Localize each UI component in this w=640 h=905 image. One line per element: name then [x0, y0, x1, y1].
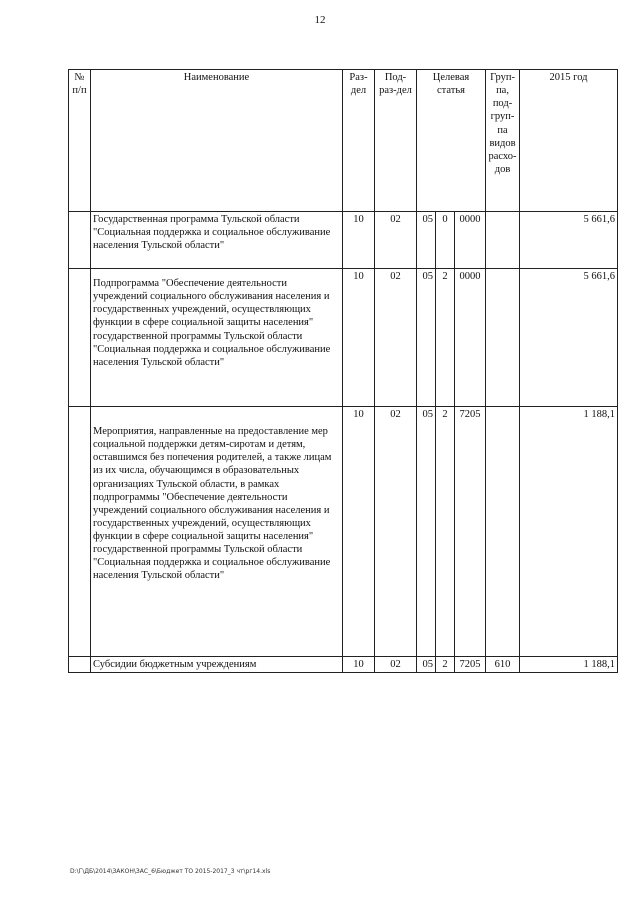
cell-name: Государственная программа Тульской области "Социальная поддержка и социальное обслуживание населения Тульской области": [91, 212, 343, 269]
cell-subsection: 02: [375, 657, 417, 673]
cell-name: Мероприятия, направленные на предоставление мер социальной поддержки детям-сиротам и детям, оставшимся без попечения родителей, а также лицам из их числа, обучающимся в образовательных организациях Тульской области, в рамках подпрограммы "Обеспечение деятельности учреждений социального обслуживания населения и государственных учреждений, осуществляющих функции в сфере социальной защиты населения" государственной программы Тульской области "Социальная поддержка и социальное обслуживание населения Тульской области": [91, 407, 343, 657]
cell-num: [69, 269, 91, 407]
page-number: 12: [314, 14, 326, 26]
cell-group: [486, 407, 520, 657]
cell-section: 10: [343, 269, 375, 407]
table-row: [69, 269, 618, 407]
cell-group: [486, 212, 520, 269]
cell-target-part2: 2: [436, 657, 455, 673]
table-header-row: [69, 70, 618, 212]
cell-target-part2: 2: [436, 407, 455, 657]
cell-target-part1: 05: [417, 657, 436, 673]
cell-group: [486, 269, 520, 407]
header-subsection: Под-раз-дел: [375, 70, 417, 212]
cell-amount: 1 188,1: [520, 657, 618, 673]
header-target-article: Целевая статья: [417, 70, 486, 212]
cell-section: 10: [343, 657, 375, 673]
budget-table: [68, 69, 618, 673]
cell-amount: 1 188,1: [520, 407, 618, 657]
cell-target-part3: 0000: [455, 212, 486, 269]
footer-file-path: D:\Г\ДБ\2014\ЗАКОН\ЗАС_6\Бюджет ТО 2015-2017_3 чт\рг14.xls: [70, 868, 271, 875]
header-num: № п/п: [69, 70, 91, 212]
cell-num: [69, 212, 91, 269]
cell-name: Подпрограмма "Обеспечение деятельности учреждений социального обслуживания населения и государственных учреждений, осуществляющих функции в сфере социальной защиты населения" государственной программы Тульской области "Социальная поддержка и социальное обслуживание населения Тульской области": [91, 269, 343, 407]
cell-subsection: 02: [375, 407, 417, 657]
table-row: [69, 407, 618, 657]
cell-subsection: 02: [375, 212, 417, 269]
cell-target-part3: 0000: [455, 269, 486, 407]
header-name: Наименование: [91, 70, 343, 212]
cell-target-part2: 2: [436, 269, 455, 407]
cell-target-part1: 05: [417, 407, 436, 657]
header-section: Раз-дел: [343, 70, 375, 212]
cell-amount: 5 661,6: [520, 212, 618, 269]
cell-target-part1: 05: [417, 269, 436, 407]
table-row: [69, 657, 618, 673]
cell-amount: 5 661,6: [520, 269, 618, 407]
cell-section: 10: [343, 407, 375, 657]
cell-section: 10: [343, 212, 375, 269]
cell-name: Субсидии бюджетным учреждениям: [91, 657, 343, 673]
cell-num: [69, 657, 91, 673]
table-row: [69, 212, 618, 269]
cell-target-part3: 7205: [455, 407, 486, 657]
header-expense-group: Груп-па, под-груп-па видов расхо-дов: [486, 70, 520, 212]
cell-target-part1: 05: [417, 212, 436, 269]
cell-subsection: 02: [375, 269, 417, 407]
cell-group: 610: [486, 657, 520, 673]
header-year: 2015 год: [520, 70, 618, 212]
cell-num: [69, 407, 91, 657]
cell-target-part3: 7205: [455, 657, 486, 673]
cell-target-part2: 0: [436, 212, 455, 269]
